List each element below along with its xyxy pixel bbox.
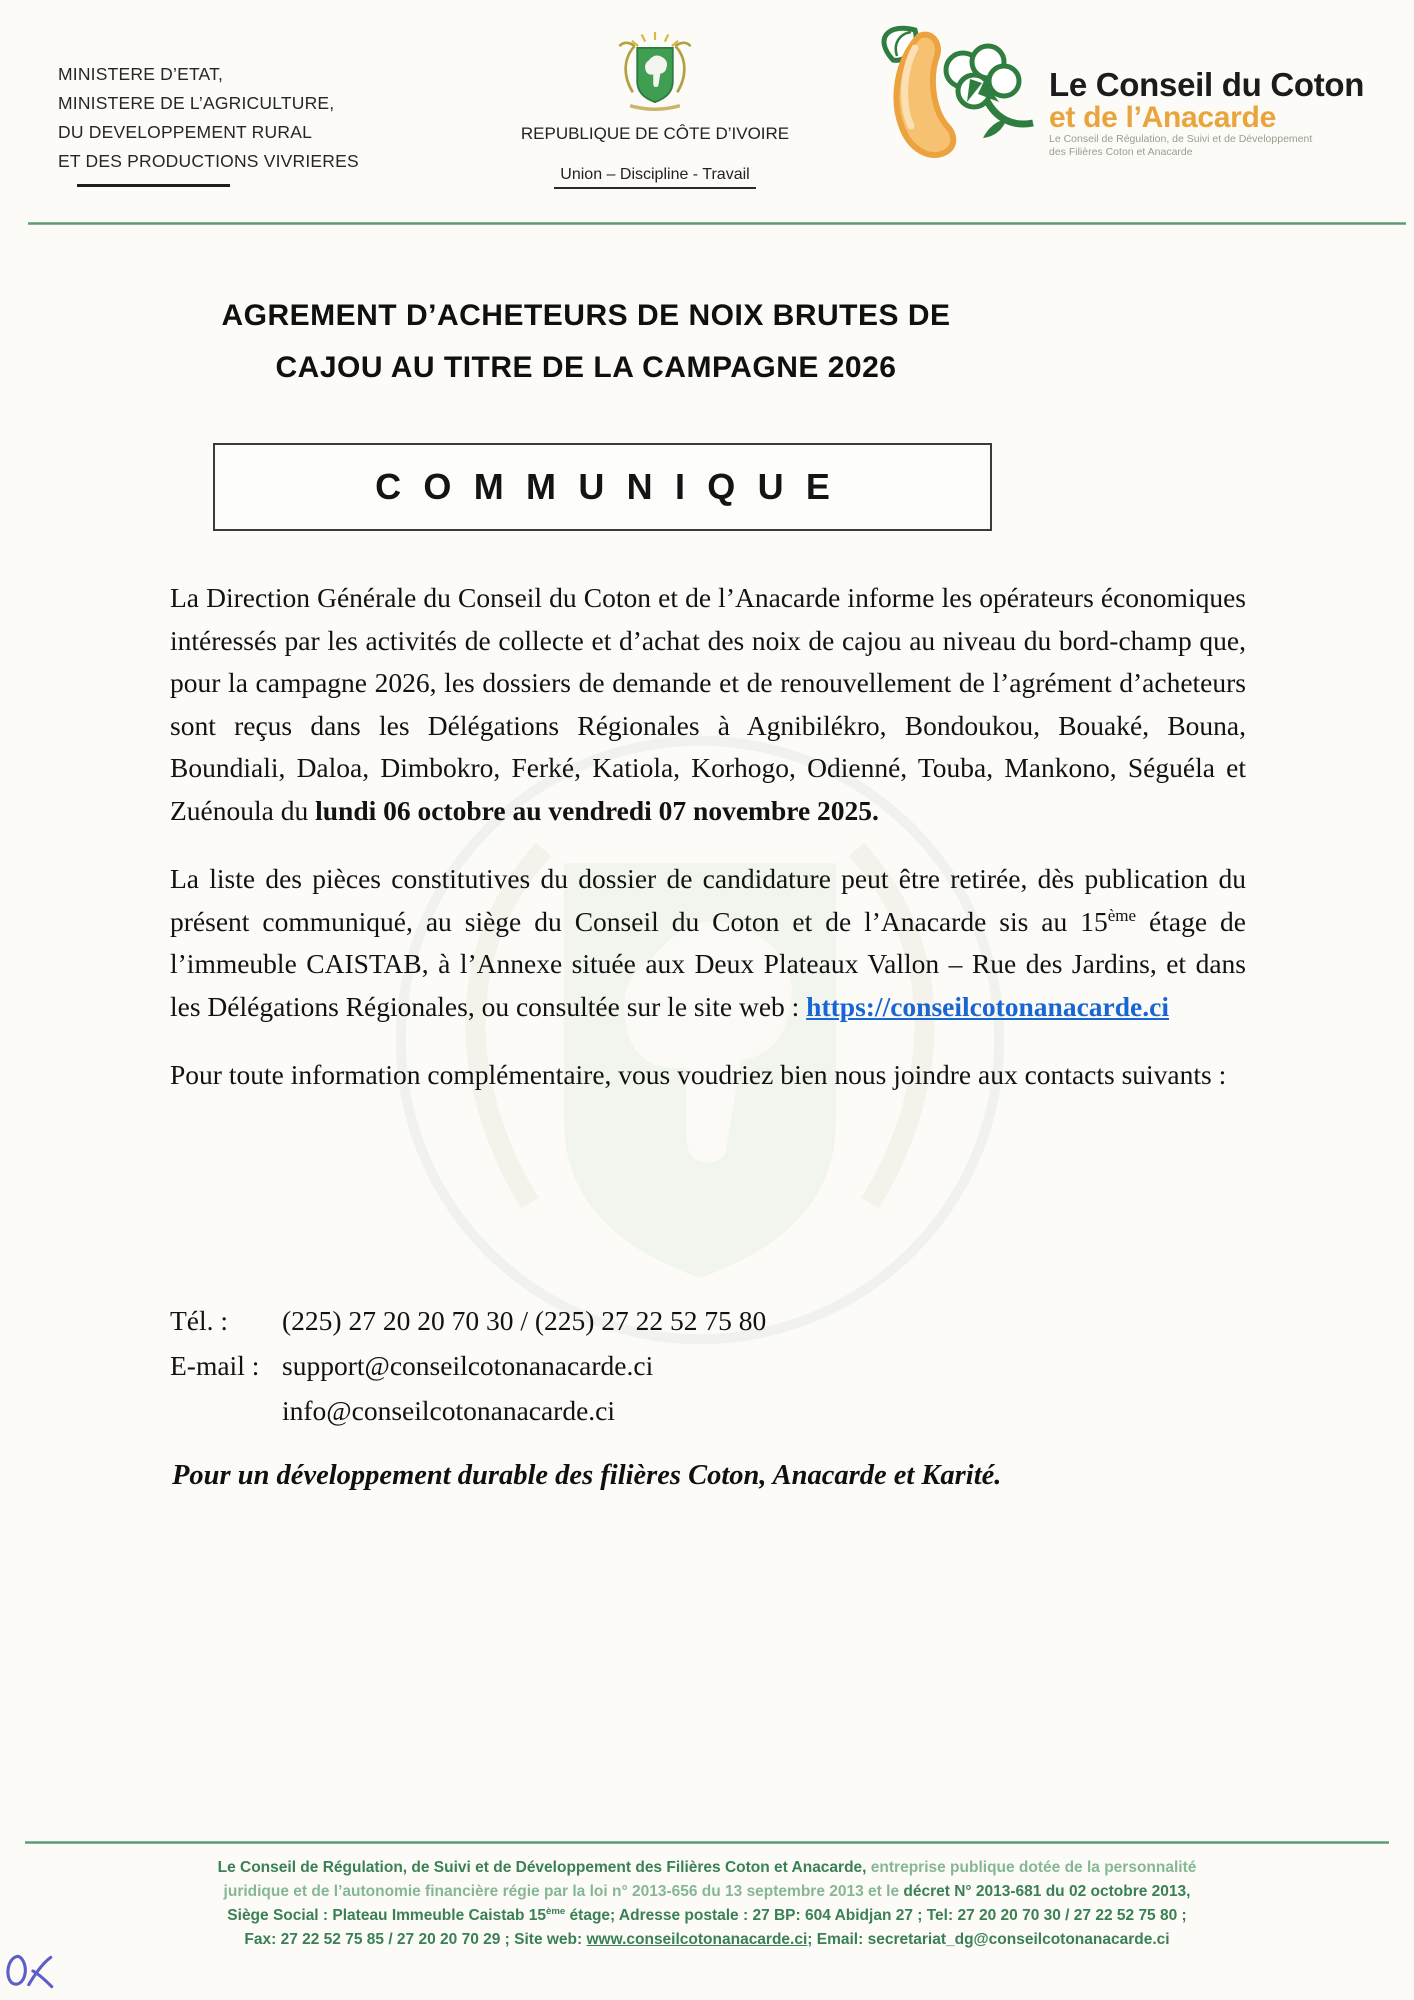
footer-line-2: juridique et de l’autonomie financière régie par la loi n° 2013-656 du 13 septembre 2013 et le décret N° 2013-681 du 02 octobre 2013, (223, 1883, 1191, 1900)
communique-label: COMMUNIQUE (375, 466, 853, 507)
website-link[interactable]: www.conseilcotonanacarde.ci (586, 1931, 808, 1948)
communique-banner (213, 443, 992, 531)
email-value-support: support@conseilcotonanacarde.ci (282, 1350, 654, 1381)
paragraph-campaign-announcement: La Direction Générale du Conseil du Coton et de l’Anacarde informe les opérateurs économiques intéressés par les activités de collecte et d’achat des noix de cajou au niveau du bord-champ que, pour la campagne 2026, les dossiers de demande et de renouvellement de l’agrément d’acheteurs sont reçus dans les Délégations Régionales à Agnibilékro, Bondoukou, Bouaké, Bouna, Boundiali, Daloa, Dimbokro, Ferké, Katiola, Korhogo, Odienné, Touba, Mankono, Séguéla et Zuénoula du lundi 06 octobre au vendredi 07 novembre 2025. (170, 582, 1246, 826)
document-title (196, 290, 976, 394)
footer-block (50, 1856, 1364, 1952)
footer-line-4: Fax: 27 22 52 75 85 / 27 20 20 70 29 ; Site web: www.conseilcotonanacarde.ci; Email: secretariat_dg@conseilcotonanacarde.ci (244, 1931, 1170, 1948)
council-title-line1: Le Conseil du Coton (1049, 66, 1365, 103)
ministry-line-3: DU DEVELOPPEMENT RURAL (58, 122, 312, 142)
ministry-block (58, 60, 359, 176)
republic-motto: Union – Discipline - Travail (554, 166, 755, 189)
republic-name: REPUBLIQUE DE CÔTE D’IVOIRE (520, 124, 790, 143)
ministry-underline-divider (77, 184, 230, 187)
slogan-line: Pour un développement durable des filières Coton, Anacarde et Karité. (172, 1460, 1002, 1491)
body-column (170, 577, 1246, 1123)
handwritten-mark-icon (2, 1948, 66, 1994)
email-value-info: info@conseilcotonanacarde.ci (282, 1395, 616, 1426)
email-label: E-mail : (170, 1350, 260, 1381)
phone-label: Tél. : (170, 1305, 229, 1336)
contact-row-email-2 (170, 1388, 766, 1433)
paragraph-dossier-info: La liste des pièces constitutives du dossier de candidature peut être retirée, dès publication du présent communiqué, au siège du Conseil du Coton et de l’Anacarde sis au 15ème étage de l’immeuble CAISTAB, à l’Annexe située aux Deux Plateaux Vallon – Rue des Jardins, et dans les Délégations Régionales, ou consultée sur le site web : https://conseilcotonanacarde.ci (170, 863, 1246, 1022)
contact-row-email-1 (170, 1343, 766, 1388)
council-subtitle-line2: des Filières Coton et Anacarde (1049, 146, 1193, 158)
council-logo-block (845, 18, 1364, 168)
paragraph-contact-intro: Pour toute information complémentaire, vous voudriez bien nous joindre aux contacts suivants : (170, 1059, 1227, 1090)
contacts-block (170, 1298, 766, 1433)
email-label-spacer (170, 1388, 282, 1433)
council-title-line2: et de l’Anacarde (1049, 101, 1276, 134)
council-logo-text (1049, 68, 1364, 159)
council-subtitle-line1: Le Conseil de Régulation, de Suivi et de Développement (1049, 133, 1313, 145)
document-title-line1: AGREMENT D’ACHETEURS DE NOIX BRUTES DE (221, 299, 951, 332)
ministry-line-1: MINISTERE D’ETAT, (58, 64, 224, 84)
website-link[interactable]: https://conseilcotonanacarde.ci (806, 990, 1169, 1022)
ministry-line-2: MINISTERE DE L’AGRICULTURE, (58, 93, 335, 113)
footer-line-3: Siège Social : Plateau Immeuble Caistab 15ème étage; Adresse postale : 27 BP: 604 Abidjan 27 ; Tel: 27 20 20 70 30 / 27 22 52 75 80 ; (227, 1905, 1187, 1924)
footer-line-1: Le Conseil de Régulation, de Suivi et de Développement des Filières Coton et Anacarde, entreprise publique dotée de la personnalité (217, 1859, 1197, 1876)
cashew-cotton-logo-icon (845, 18, 1045, 168)
cote-divoire-coat-of-arms-icon (615, 26, 695, 116)
document-title-line2: CAJOU AU TITRE DE LA CAMPAGNE 2026 (275, 351, 897, 384)
header-divider-rule (28, 222, 1406, 225)
republic-block (505, 26, 805, 189)
phone-value: (225) 27 20 20 70 30 / (225) 27 22 52 75 80 (282, 1305, 767, 1336)
ministry-line-4: ET DES PRODUCTIONS VIVRIERES (58, 151, 359, 171)
footer-divider-rule (25, 1841, 1389, 1844)
contact-row-phone (170, 1298, 766, 1343)
